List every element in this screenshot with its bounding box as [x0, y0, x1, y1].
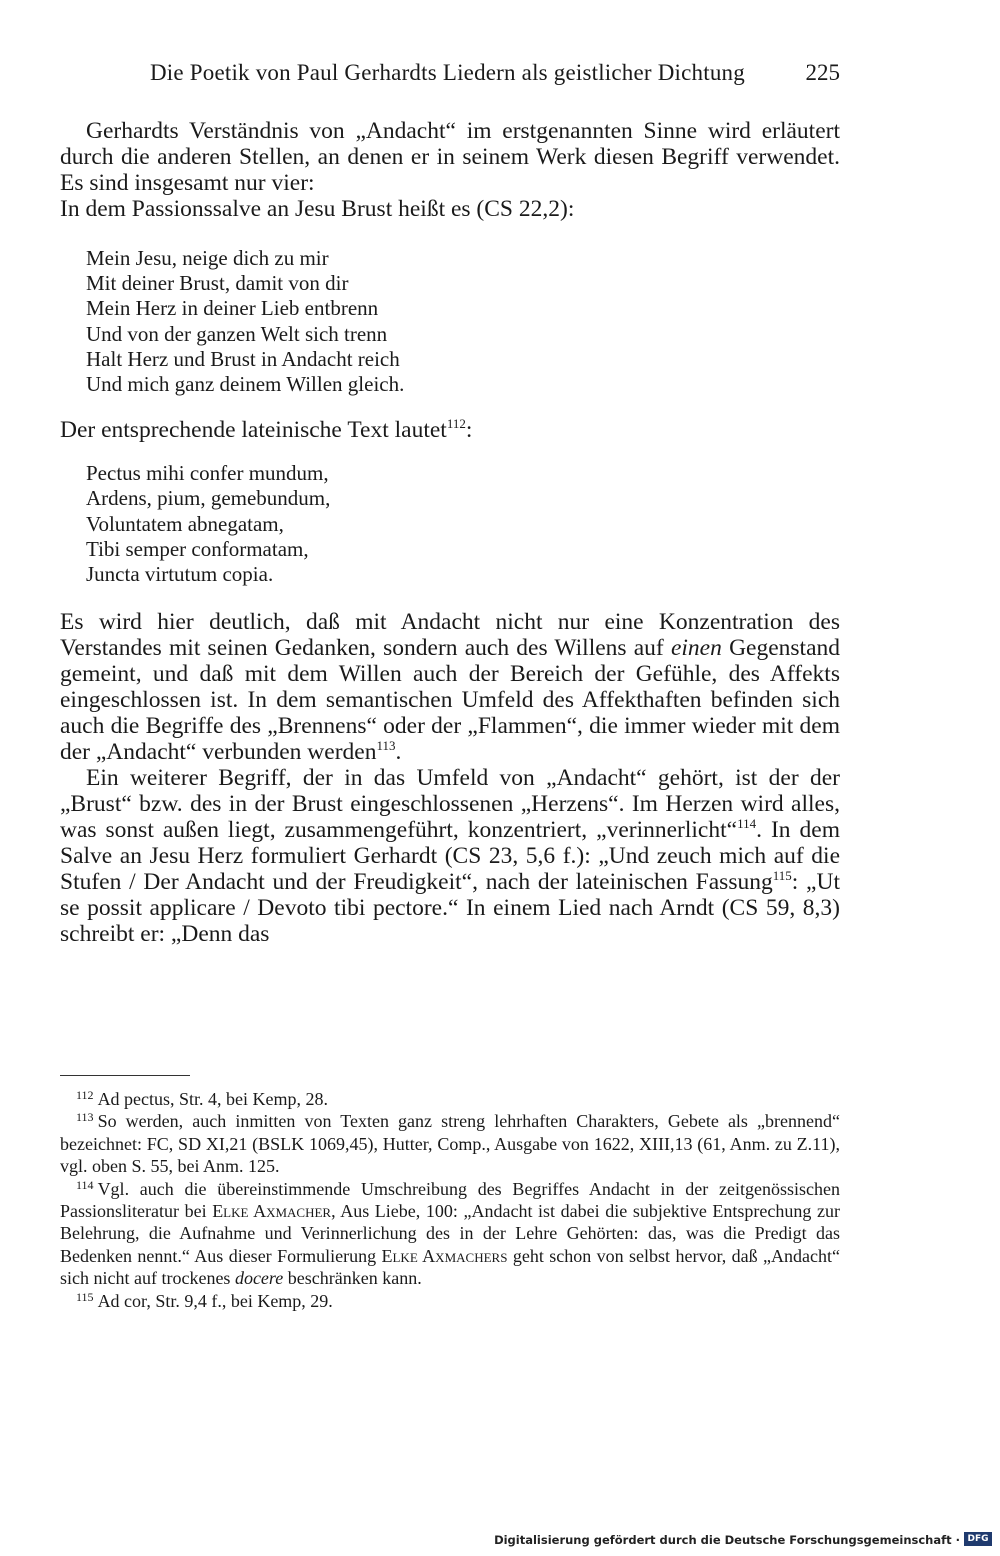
footnote-ref: 115: [772, 868, 792, 884]
running-header: [150, 60, 840, 92]
paragraph-3: Es wird hier deutlich, daß mit Andacht nicht nur eine Konzentration des Verstandes mit seinen Gedanken, sondern auch des Willens auf einen Gegenstand gemeint, und daß mit dem Willen auch der Bereich der Gefühle, des Affekts eingeschlossen ist. In dem semantischen Umfeld des Affekthaften befinden sich auch die Begriffe des „Brennens“ oder der „Flammen“, die immer wieder mit dem der „Andacht“ verbunden werden$^{113}$.: [60, 609, 840, 766]
footnote-ref: 112: [446, 416, 466, 432]
digitization-credit: Digitalisierung gefördert durch die Deutsche Forschungsgemeinschaft ·: [494, 1533, 960, 1547]
paragraph-1: Gerhardts Verständnis von „Andacht“ im erstgenannten Sinne wird erläutert durch die anderen Stellen, an denen er in seinem Werk diesen Begriff verwendet. Es sind insgesamt nur vier:: [60, 118, 840, 196]
running-title: Die Poetik von Paul Gerhardts Liedern als geistlicher Dichtung: [150, 60, 745, 85]
verse-line: Und von der ganzen Welt sich trenn: [86, 321, 388, 346]
verse-line: Ardens, pium, gemebundum,: [86, 486, 331, 511]
footnote-114: $^{114}$ Vgl. auch die übereinstimmende Umschreibung des Begriffes Andacht in der zeitgenössischen Passionsliteratur bei Elke Axmacher, Aus Liebe, 100: „Andacht ist dabei die subjektive Entsprechung zur Belehrung, die Aufnahme und Verinnerlichung des in der Lehre Gehörten: das, was die Predigt das Bedenken nennt.“ Aus dieser Formulierung Elke Axmachers geht schon von selbst hervor, daß „Andacht“ sich nicht auf trockenes docere beschränken kann.: [60, 1177, 840, 1289]
author-name: Elke Axmachers: [381, 1245, 508, 1266]
page-number: 225: [805, 60, 840, 85]
author-name: Elke Axmacher: [212, 1201, 332, 1222]
footnote-ref: 114: [737, 816, 757, 832]
paragraph-2: In dem Passionssalve an Jesu Brust heißt es (CS 22,2):: [60, 196, 575, 222]
verse-line: Halt Herz und Brust in Andacht reich: [86, 346, 400, 371]
footnote-112: $^{112}$ Ad pectus, Str. 4, bei Kemp, 28.: [76, 1088, 329, 1109]
latin-verse: [86, 461, 840, 587]
dfg-logo-icon: DFG: [964, 1532, 992, 1546]
german-verse: [86, 246, 840, 397]
footnote-115: $^{115}$ Ad cor, Str. 9,4 f., bei Kemp, 29.: [76, 1289, 333, 1311]
verse-line: Voluntatem abnegatam,: [86, 511, 284, 536]
emphasis: docere: [234, 1268, 284, 1289]
verse-line: Juncta virtutum copia.: [86, 562, 274, 587]
main-text: [60, 118, 840, 947]
footnote-ref: 113: [376, 738, 396, 754]
verse-line: Und mich ganz deinem Willen gleich.: [86, 372, 405, 397]
footnote-113: $^{113}$ So werden, auch inmitten von Texten ganz streng lehrhaften Charakters, Gebete als „brennend“ bezeichnet: FC, SD XI,21 (BSLK 1069,45), Hutter, Comp., Ausgabe von 1622, XIII,13 (61, Anm. zu Z.11), vgl. oben S. 55, bei Anm. 125.: [60, 1110, 840, 1177]
paragraph-4: Ein weiterer Begriff, der in das Umfeld von „Andacht“ gehört, ist der der „Brust“ bzw. des in der Brust eingeschlossenen „Herzens“. Im Herzen wird alles, was sonst außen liegt, zusammengeführt, konzentriert, „verinnerlicht“$^{114}$. In dem Salve an Jesu Herz formuliert Gerhardt (CS 23, 5,6 f.): „Und zeuch mich auf die Stufen / Der Andacht und der Freudigkeit“, nach der lateinischen Fassung$^{115}$: „Ut se possit applicare / Devoto tibi pectore.“ In einem Lied nach Arndt (CS 59, 8,3) schreibt er: „Denn das: [60, 765, 840, 948]
footnote-divider: [60, 1075, 190, 1076]
latin-intro: Der entsprechende lateinische Text lautet$^{112}$:: [60, 416, 473, 444]
verse-line: Mein Jesu, neige dich zu mir: [86, 246, 329, 270]
verse-line: Tibi semper conformatam,: [86, 536, 309, 561]
verse-line: Pectus mihi confer mundum,: [86, 461, 329, 486]
footnotes: [60, 1088, 840, 1312]
emphasis: einen: [670, 635, 722, 662]
verse-line: Mein Herz in deiner Lieb entbrenn: [86, 296, 379, 321]
verse-line: Mit deiner Brust, damit von dir: [86, 271, 349, 296]
